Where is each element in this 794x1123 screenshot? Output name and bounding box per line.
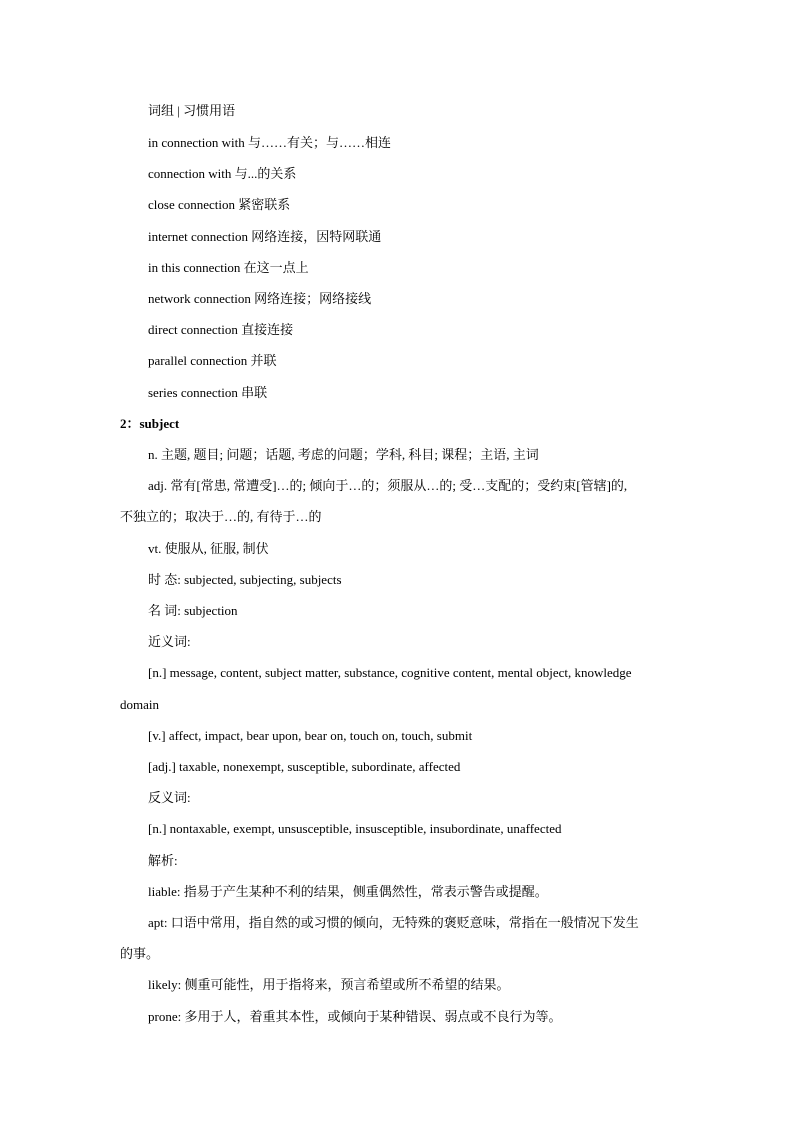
definition-noun: n. 主题, 题目; 问题；话题, 考虑的问题；学科, 科目; 课程；主语, 主词	[148, 447, 539, 462]
tense-forms: 时 态: subjected, subjecting, subjects	[148, 572, 342, 587]
antonyms-label: 反义词:	[148, 790, 191, 805]
phrase-item: internet connection 网络连接，因特网联通	[148, 229, 382, 244]
phrase-item: in connection with 与……有关；与……相连	[148, 135, 392, 150]
definition-vt: vt. 使服从, 征服, 制伏	[148, 541, 269, 556]
analysis-likely: likely: 侧重可能性，用于指将来，预言希望或所不希望的结果。	[148, 977, 510, 992]
phrase-item: connection with 与...的关系	[148, 166, 297, 181]
entry-title: 2：subject	[120, 416, 180, 431]
phrase-item: in this connection 在这一点上	[148, 260, 309, 275]
noun-form: 名 词: subjection	[148, 603, 238, 618]
phrase-item: close connection 紧密联系	[148, 197, 291, 212]
phrases-heading: 词组 | 习惯用语	[148, 103, 236, 118]
analysis-liable: liable: 指易于产生某种不利的结果，侧重偶然性，常表示警告或提醒。	[148, 884, 548, 899]
definition-adj: adj. 常有[常患, 常遭受]…的; 倾向于…的；须服从…的; 受…支配的；受约束[管辖]的,	[148, 478, 628, 493]
synonyms-label: 近义词:	[148, 634, 191, 649]
analysis-apt-continued: 的事。	[120, 946, 160, 961]
analysis-apt: apt: 口语中常用，指自然的或习惯的倾向，无特殊的褒贬意味，常指在一般情况下发生	[148, 915, 639, 930]
phrase-item: series connection 串联	[148, 385, 268, 400]
phrase-item: parallel connection 并联	[148, 353, 277, 368]
synonyms-adj: [adj.] taxable, nonexempt, susceptible, subordinate, affected	[148, 759, 461, 774]
analysis-prone: prone: 多用于人，着重其本性，或倾向于某种错误、弱点或不良行为等。	[148, 1009, 562, 1024]
phrase-item: network connection 网络连接；网络接线	[148, 291, 372, 306]
synonyms-noun: [n.] message, content, subject matter, substance, cognitive content, mental object, knowledge	[148, 665, 632, 680]
phrase-item: direct connection 直接连接	[148, 322, 294, 337]
synonyms-noun-continued: domain	[120, 697, 159, 712]
analysis-label: 解析:	[148, 853, 178, 868]
definition-adj-continued: 不独立的；取决于…的, 有待于…的	[120, 509, 322, 524]
synonyms-verb: [v.] affect, impact, bear upon, bear on, touch on, touch, submit	[148, 728, 473, 743]
antonyms-noun: [n.] nontaxable, exempt, unsusceptible, insusceptible, insubordinate, unaffected	[148, 821, 562, 836]
